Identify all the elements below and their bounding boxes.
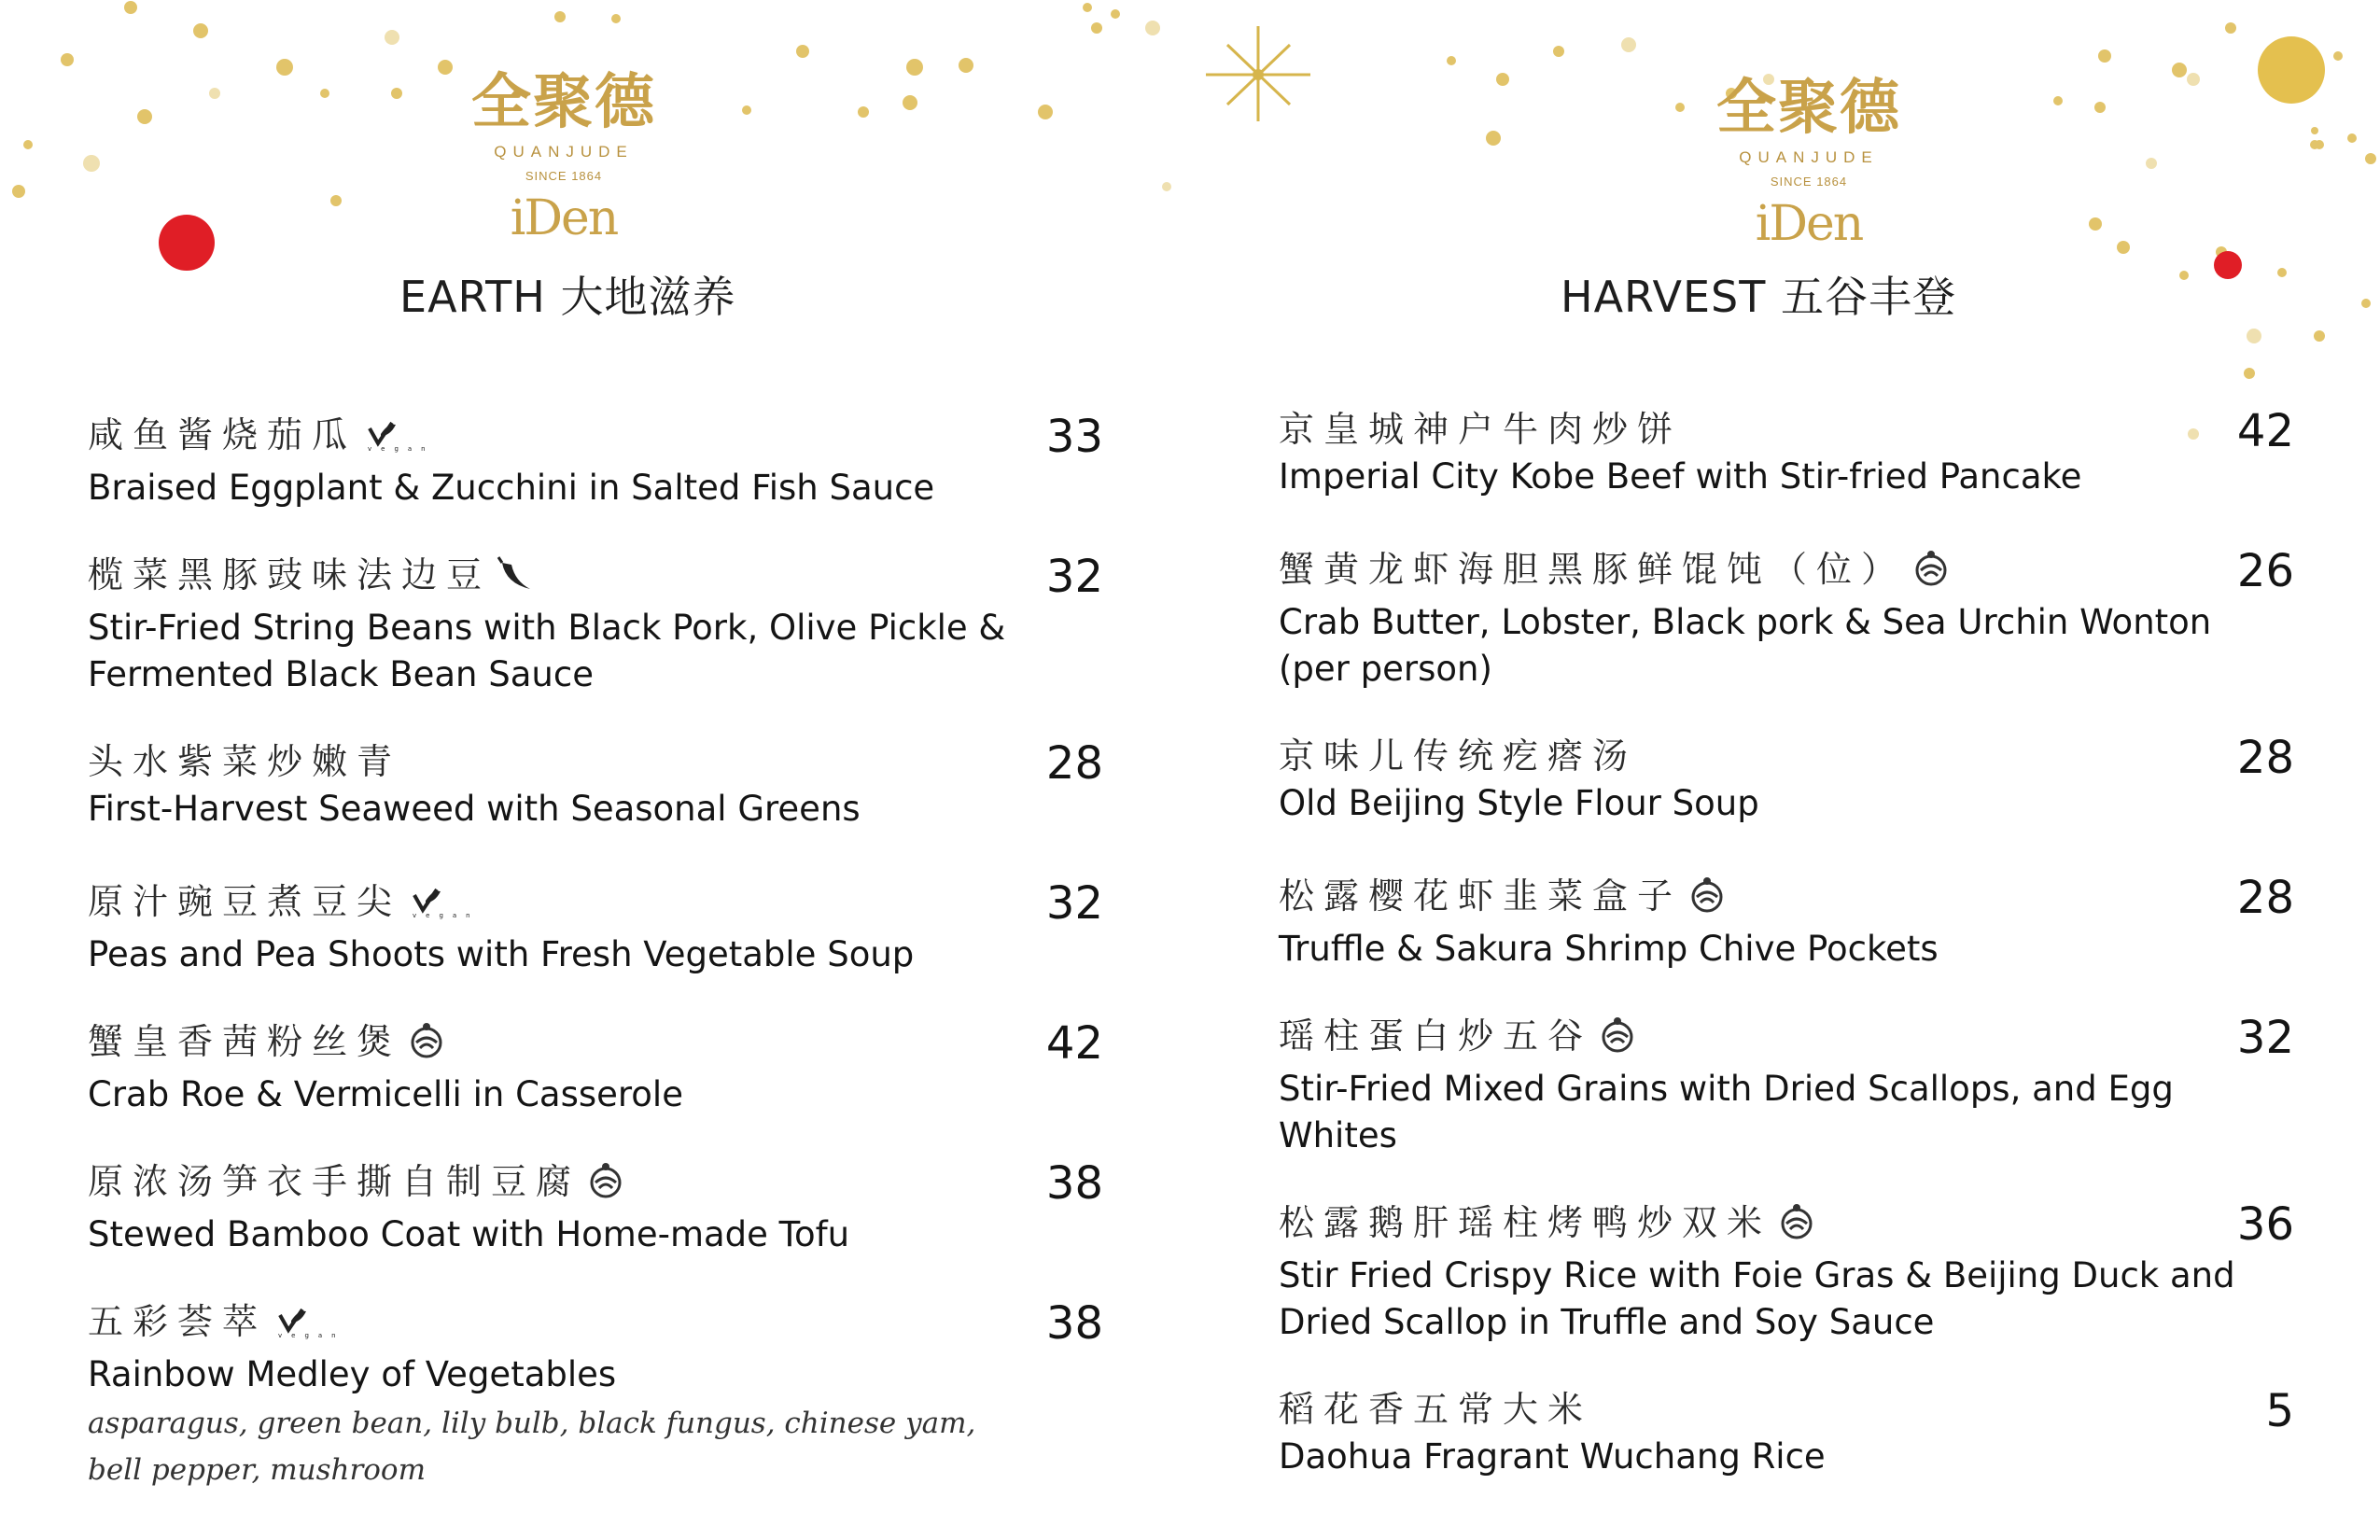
item-price: 26 (2236, 545, 2294, 597)
item-name-en: Imperial City Kobe Beef with Stir-fried Pancake (1279, 456, 2082, 497)
menu-item (88, 737, 1103, 833)
menu-item (88, 551, 1103, 698)
item-price: 42 (2236, 405, 2294, 457)
chili-icon (497, 555, 534, 605)
item-name-cn: 原浓汤笋衣手撕自制豆腐 (88, 1161, 581, 1202)
signature-icon (1598, 1015, 1637, 1066)
signature-icon (586, 1160, 625, 1211)
item-price: 38 (1045, 1297, 1103, 1350)
menu-item (1279, 1198, 2294, 1346)
item-price: 38 (1045, 1157, 1103, 1210)
item-price: 32 (2236, 1012, 2294, 1064)
menu-item (88, 877, 1103, 978)
item-note: asparagus, green bean, lily bulb, black fungus, chinese yam, bell pepper, mushroom (88, 1407, 976, 1487)
svg-text:vegan: vegan (413, 912, 480, 919)
item-name-cn: 稻花香五常大米 (1279, 1389, 1593, 1430)
item-price: 28 (2236, 872, 2294, 924)
item-name-cn: 松露鹅肝瑶柱烤鸭炒双米 (1279, 1202, 1772, 1243)
item-price: 42 (1045, 1017, 1103, 1070)
item-name-en: First-Harvest Seaweed with Seasonal Greens (88, 789, 861, 829)
item-price: 5 (2265, 1385, 2294, 1437)
vegan-icon (407, 882, 480, 931)
item-price: 32 (1045, 551, 1103, 603)
item-name-cn: 京皇城神户牛肉炒饼 (1279, 409, 1683, 450)
menu-item (88, 411, 1103, 511)
item-name-en: Crab Butter, Lobster, Black pork & Sea Urchin Wonton (per person) (1279, 602, 2212, 689)
svg-text:vegan: vegan (368, 445, 435, 453)
item-name-en: Crab Roe & Vermicelli in Casserole (88, 1074, 683, 1114)
confetti-decoration (0, 0, 2380, 392)
menu-item (1279, 1385, 2294, 1480)
item-name-en: Truffle & Sakura Shrimp Chive Pockets (1279, 929, 1939, 969)
item-name-en: Daohua Fragrant Wuchang Rice (1279, 1436, 1826, 1477)
svg-text:vegan: vegan (278, 1332, 345, 1339)
vegan-icon (273, 1302, 345, 1351)
item-name-cn: 原汁豌豆煮豆尖 (88, 881, 402, 922)
vegan-icon (362, 415, 435, 465)
brand-logo-cn: 全聚德 (1716, 73, 1901, 143)
item-name-cn: 五彩荟萃 (88, 1301, 268, 1342)
menu-item (1279, 405, 2294, 500)
item-price: 33 (1045, 411, 1103, 463)
brand-sub-logo: iDen (510, 190, 618, 246)
item-name-en: Old Beijing Style Flour Soup (1279, 783, 1759, 823)
item-name-cn: 京味儿传统疙瘩汤 (1279, 735, 1638, 777)
brand-logo-left (442, 67, 685, 246)
menu-item (1279, 545, 2294, 693)
item-name-cn: 蟹黄龙虾海胆黑豚鲜馄饨（位） (1279, 549, 1907, 590)
item-name-en: Stewed Bamboo Coat with Home-made Tofu (88, 1214, 850, 1254)
signature-icon (1911, 548, 1951, 599)
item-name-en: Braised Eggplant & Zucchini in Salted Fish Sauce (88, 468, 935, 508)
item-price: 28 (1045, 737, 1103, 790)
item-name-cn: 瑶柱蛋白炒五谷 (1279, 1015, 1593, 1057)
item-name-cn: 咸鱼酱烧茄瓜 (88, 414, 357, 455)
menu-item (1279, 732, 2294, 827)
menu-item (1279, 1012, 2294, 1159)
item-name-cn: 蟹皇香茜粉丝煲 (88, 1021, 402, 1062)
brand-logo-cn: 全聚德 (471, 67, 656, 137)
item-price: 28 (2236, 732, 2294, 784)
item-name-cn: 头水紫菜炒嫩青 (88, 741, 402, 782)
section-title-harvest: HARVEST 五谷丰登 (1561, 272, 1956, 322)
item-name-en: Peas and Pea Shoots with Fresh Vegetable Soup (88, 934, 915, 974)
menu-item (88, 1157, 1103, 1258)
brand-since: SINCE 1864 (1770, 175, 1848, 189)
item-price: 36 (2236, 1198, 2294, 1251)
brand-since: SINCE 1864 (525, 169, 603, 183)
item-price: 32 (1045, 877, 1103, 930)
item-name-cn: 松露樱花虾韭菜盒子 (1279, 875, 1683, 917)
item-name-en: Stir-Fried String Beans with Black Pork, Olive Pickle & Fermented Black Bean Sauce (88, 608, 1006, 694)
item-name-cn: 榄菜黑豚豉味法边豆 (88, 554, 492, 595)
signature-icon (1687, 875, 1727, 926)
menu-item (1279, 872, 2294, 973)
brand-sub-logo: iDen (1755, 196, 1863, 252)
item-name-en: Stir-Fried Mixed Grains with Dried Scallops, and Egg Whites (1279, 1069, 2174, 1155)
brand-logo-latin: QUANJUDE (494, 143, 634, 161)
item-name-en: Stir Fried Crispy Rice with Foie Gras & Beijing Duck and Dried Scallop in Truffle and Soy Sauce (1279, 1255, 2235, 1342)
item-name-en: Rainbow Medley of Vegetables (88, 1354, 617, 1394)
section-title-earth: EARTH 大地滋养 (399, 272, 736, 322)
brand-logo-right (1687, 73, 1930, 252)
menu-item (88, 1297, 1103, 1493)
signature-icon (1777, 1201, 1816, 1253)
brand-logo-latin: QUANJUDE (1739, 148, 1879, 166)
signature-icon (407, 1020, 446, 1071)
menu-item (88, 1017, 1103, 1118)
